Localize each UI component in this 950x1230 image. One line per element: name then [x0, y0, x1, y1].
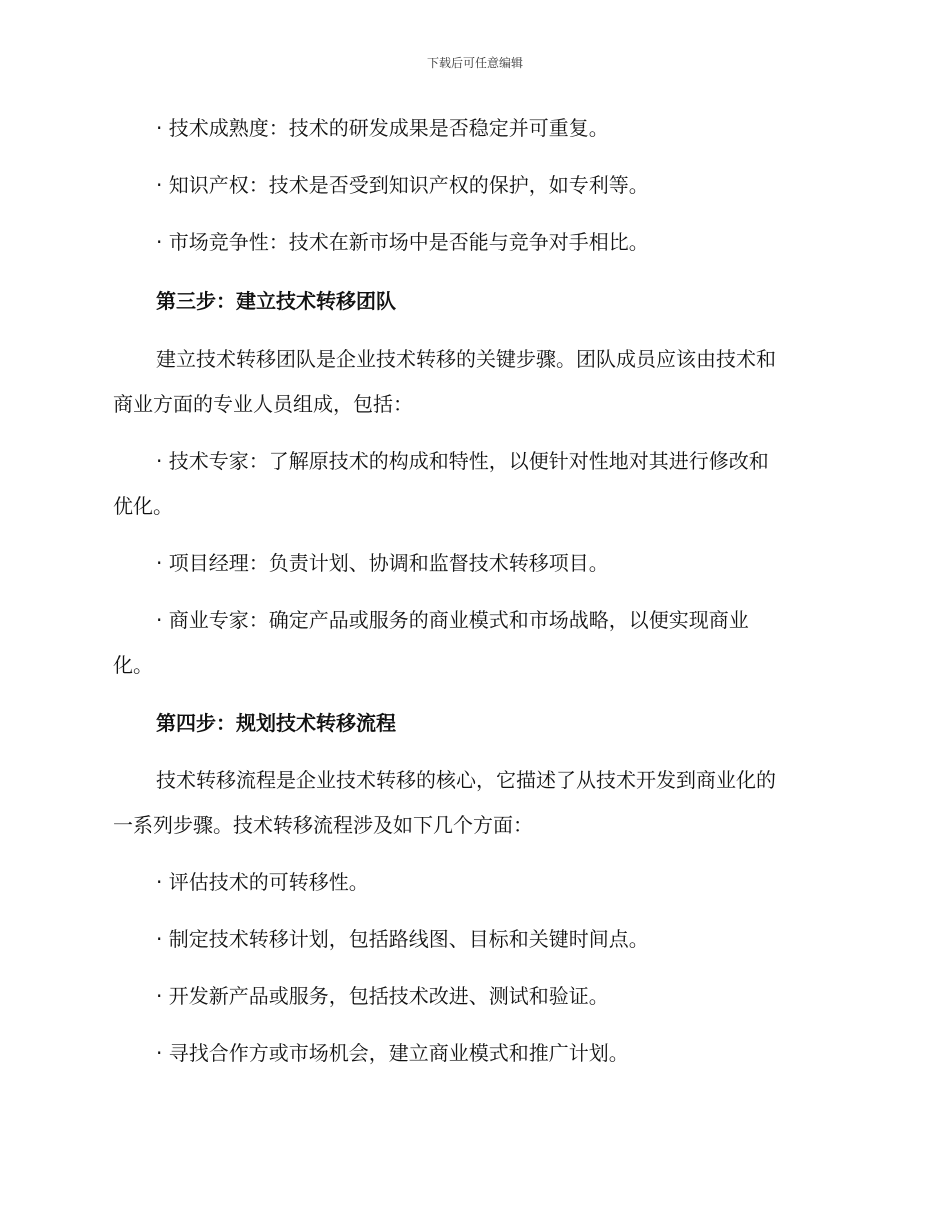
- section-heading-step4: 第四步：规划技术转移流程: [156, 711, 396, 735]
- bullet-maturity: · 技术成熟度：技术的研发成果是否稳定并可重复。: [156, 116, 609, 140]
- bullet-evaluate: · 评估技术的可转移性。: [156, 870, 369, 894]
- bullet-competition: · 市场竞争性：技术在新市场中是否能与竞争对手相比。: [156, 230, 649, 254]
- bullet-business-expert: · 商业专家：确定产品或服务的商业模式和市场战略，以便实现商业: [156, 608, 749, 632]
- paragraph-line: 化。: [113, 653, 153, 677]
- paragraph-line: 商业方面的专业人员组成，包括：: [113, 392, 413, 416]
- bullet-partner: · 寻找合作方或市场机会，建立商业模式和推广计划。: [156, 1041, 629, 1065]
- bullet-plan: · 制定技术转移计划，包括路线图、目标和关键时间点。: [156, 927, 649, 951]
- paragraph-line: 一系列步骤。技术转移流程涉及如下几个方面：: [113, 813, 533, 837]
- paragraph-line: 优化。: [113, 494, 173, 518]
- bullet-project-manager: · 项目经理：负责计划、协调和监督技术转移项目。: [156, 551, 609, 575]
- paragraph-line: 技术转移流程是企业技术转移的核心，它描述了从技术开发到商业化的: [156, 768, 776, 792]
- page-header: 下载后可任意编辑: [426, 56, 523, 70]
- bullet-ip: · 知识产权：技术是否受到知识产权的保护，如专利等。: [156, 173, 649, 197]
- section-heading-step3: 第三步：建立技术转移团队: [156, 289, 396, 313]
- paragraph-line: 建立技术转移团队是企业技术转移的关键步骤。团队成员应该由技术和: [156, 347, 776, 371]
- bullet-develop: · 开发新产品或服务，包括技术改进、测试和验证。: [156, 984, 609, 1008]
- bullet-tech-expert: · 技术专家：了解原技术的构成和特性，以便针对性地对其进行修改和: [156, 449, 769, 473]
